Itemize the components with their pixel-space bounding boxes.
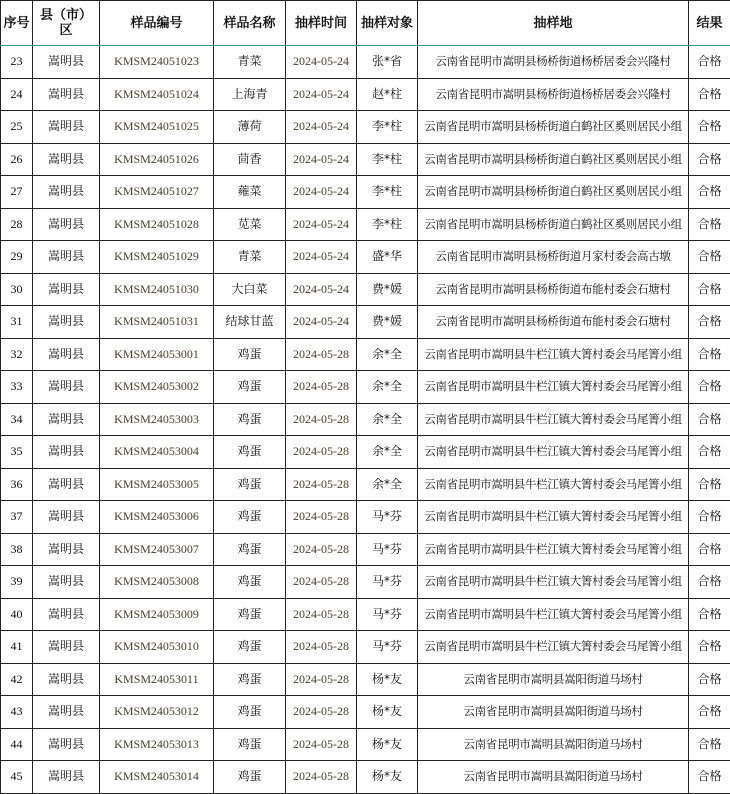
sampling-subject-cell: 余*全: [357, 338, 418, 371]
sample-code-cell: KMSM24053005: [100, 468, 214, 501]
header-sample-name: 样品名称: [214, 1, 286, 46]
table-row: [1, 533, 730, 566]
sampling-location-cell: 云南省昆明市嵩明县杨桥街道布能村委会石塘村: [418, 306, 689, 339]
sampling-date-cell: 2024-05-28: [286, 501, 357, 534]
county-cell: 嵩明县: [33, 533, 100, 566]
table-row: [1, 208, 730, 241]
sampling-subject-cell: 费*媛: [357, 273, 418, 306]
county-cell: 嵩明县: [33, 208, 100, 241]
sampling-date-cell: 2024-05-24: [286, 273, 357, 306]
index-cell: 40: [1, 598, 33, 631]
result-cell: 合格: [689, 208, 730, 241]
sampling-subject-cell: 李*柱: [357, 111, 418, 144]
index-cell: 43: [1, 696, 33, 729]
sampling-location-cell: 云南省昆明市嵩明县杨桥街道月家村委会高古墩: [418, 241, 689, 274]
sample-code-cell: KMSM24051024: [100, 78, 214, 111]
sample-name-cell: 鸡蛋: [214, 403, 286, 436]
result-cell: 合格: [689, 273, 730, 306]
sampling-location-cell: 云南省昆明市嵩明县牛栏江镇大箐村委会马尾箐小组: [418, 533, 689, 566]
sampling-date-cell: 2024-05-28: [286, 728, 357, 761]
sampling-location-cell: 云南省昆明市嵩明县牛栏江镇大箐村委会马尾箐小组: [418, 501, 689, 534]
table-row: [1, 403, 730, 436]
sample-name-cell: 苋菜: [214, 208, 286, 241]
index-cell: 33: [1, 371, 33, 404]
sampling-date-cell: 2024-05-24: [286, 111, 357, 144]
sample-code-cell: KMSM24053012: [100, 696, 214, 729]
index-cell: 27: [1, 176, 33, 209]
table-row: [1, 696, 730, 729]
sample-name-cell: 薄荷: [214, 111, 286, 144]
sample-name-cell: 鸡蛋: [214, 598, 286, 631]
sample-name-cell: 鸡蛋: [214, 631, 286, 664]
result-cell: 合格: [689, 696, 730, 729]
sampling-date-cell: 2024-05-28: [286, 338, 357, 371]
header-sampling-subject: 抽样对象: [357, 1, 418, 46]
sampling-subject-cell: 李*柱: [357, 176, 418, 209]
sample-name-cell: 鸡蛋: [214, 436, 286, 469]
sampling-subject-cell: 余*全: [357, 371, 418, 404]
sample-code-cell: KMSM24053001: [100, 338, 214, 371]
sample-name-cell: 鸡蛋: [214, 338, 286, 371]
index-cell: 37: [1, 501, 33, 534]
sampling-location-cell: 云南省昆明市嵩明县牛栏江镇大箐村委会马尾箐小组: [418, 436, 689, 469]
sampling-date-cell: 2024-05-28: [286, 663, 357, 696]
county-cell: 嵩明县: [33, 566, 100, 599]
sampling-date-cell: 2024-05-24: [286, 143, 357, 176]
header-index: 序号: [1, 1, 33, 46]
sample-code-cell: KMSM24051031: [100, 306, 214, 339]
sampling-subject-cell: 盛*华: [357, 241, 418, 274]
table-row: [1, 501, 730, 534]
index-cell: 24: [1, 78, 33, 111]
index-cell: 28: [1, 208, 33, 241]
sampling-location-cell: 云南省昆明市嵩明县杨桥街道白鹤社区奚则居民小组: [418, 176, 689, 209]
index-cell: 31: [1, 306, 33, 339]
sampling-subject-cell: 马*芬: [357, 501, 418, 534]
county-cell: 嵩明县: [33, 761, 100, 794]
sampling-subject-cell: 赵*柱: [357, 78, 418, 111]
sampling-location-cell: 云南省昆明市嵩明县嵩阳街道马场村: [418, 728, 689, 761]
county-cell: 嵩明县: [33, 46, 100, 79]
result-cell: 合格: [689, 761, 730, 794]
county-cell: 嵩明县: [33, 338, 100, 371]
header-sampling-location: 抽样地: [418, 1, 689, 46]
result-cell: 合格: [689, 468, 730, 501]
sample-name-cell: 鸡蛋: [214, 501, 286, 534]
sampling-subject-cell: 余*全: [357, 468, 418, 501]
table-row: [1, 436, 730, 469]
index-cell: 29: [1, 241, 33, 274]
county-cell: 嵩明县: [33, 598, 100, 631]
table-row: [1, 468, 730, 501]
table-row: [1, 566, 730, 599]
sample-code-cell: KMSM24053011: [100, 663, 214, 696]
sampling-location-cell: 云南省昆明市嵩明县杨桥街道杨桥居委会兴隆村: [418, 78, 689, 111]
sample-name-cell: 鸡蛋: [214, 468, 286, 501]
county-cell: 嵩明县: [33, 468, 100, 501]
sampling-date-cell: 2024-05-28: [286, 631, 357, 664]
sample-code-cell: KMSM24051028: [100, 208, 214, 241]
result-cell: 合格: [689, 338, 730, 371]
sampling-location-cell: 云南省昆明市嵩明县杨桥街道布能村委会石塘村: [418, 273, 689, 306]
index-cell: 45: [1, 761, 33, 794]
sampling-date-cell: 2024-05-28: [286, 403, 357, 436]
sampling-date-cell: 2024-05-24: [286, 46, 357, 79]
sampling-date-cell: 2024-05-28: [286, 696, 357, 729]
sample-code-cell: KMSM24051027: [100, 176, 214, 209]
sample-code-cell: KMSM24053006: [100, 501, 214, 534]
index-cell: 42: [1, 663, 33, 696]
sample-name-cell: 鸡蛋: [214, 566, 286, 599]
result-cell: 合格: [689, 78, 730, 111]
result-cell: 合格: [689, 663, 730, 696]
table-row: [1, 241, 730, 274]
index-cell: 34: [1, 403, 33, 436]
county-cell: 嵩明县: [33, 403, 100, 436]
sampling-subject-cell: 马*芬: [357, 533, 418, 566]
table-row: [1, 631, 730, 664]
sampling-subject-cell: 杨*友: [357, 696, 418, 729]
table-row: [1, 306, 730, 339]
index-cell: 32: [1, 338, 33, 371]
table-row: [1, 338, 730, 371]
sample-code-cell: KMSM24051026: [100, 143, 214, 176]
table-body: [1, 46, 730, 794]
county-cell: 嵩明县: [33, 663, 100, 696]
sampling-date-cell: 2024-05-24: [286, 176, 357, 209]
result-cell: 合格: [689, 46, 730, 79]
county-cell: 嵩明县: [33, 143, 100, 176]
sampling-date-cell: 2024-05-28: [286, 598, 357, 631]
sampling-subject-cell: 余*全: [357, 436, 418, 469]
table-row: [1, 371, 730, 404]
table-row: [1, 761, 730, 794]
county-cell: 嵩明县: [33, 501, 100, 534]
result-cell: 合格: [689, 306, 730, 339]
index-cell: 38: [1, 533, 33, 566]
sampling-subject-cell: 张*省: [357, 46, 418, 79]
sampling-location-cell: 云南省昆明市嵩明县杨桥街道白鹤社区奚则居民小组: [418, 143, 689, 176]
sample-name-cell: 鸡蛋: [214, 371, 286, 404]
result-cell: 合格: [689, 631, 730, 664]
result-cell: 合格: [689, 143, 730, 176]
sampling-location-cell: 云南省昆明市嵩明县杨桥街道白鹤社区奚则居民小组: [418, 111, 689, 144]
result-cell: 合格: [689, 501, 730, 534]
index-cell: 23: [1, 46, 33, 79]
sample-name-cell: 青菜: [214, 46, 286, 79]
result-cell: 合格: [689, 598, 730, 631]
header-sampling-date: 抽样时间: [286, 1, 357, 46]
sampling-date-cell: 2024-05-24: [286, 306, 357, 339]
sample-name-cell: 鸡蛋: [214, 761, 286, 794]
sampling-subject-cell: 马*芬: [357, 598, 418, 631]
index-cell: 41: [1, 631, 33, 664]
sampling-location-cell: 云南省昆明市嵩明县牛栏江镇大箐村委会马尾箐小组: [418, 631, 689, 664]
result-cell: 合格: [689, 111, 730, 144]
sample-name-cell: 青菜: [214, 241, 286, 274]
table-row: [1, 46, 730, 79]
index-cell: 39: [1, 566, 33, 599]
index-cell: 36: [1, 468, 33, 501]
sampling-subject-cell: 余*全: [357, 403, 418, 436]
result-cell: 合格: [689, 241, 730, 274]
table-row: [1, 598, 730, 631]
sampling-location-cell: 云南省昆明市嵩明县牛栏江镇大箐村委会马尾箐小组: [418, 566, 689, 599]
sampling-location-cell: 云南省昆明市嵩明县嵩阳街道马场村: [418, 761, 689, 794]
sampling-location-cell: 云南省昆明市嵩明县嵩阳街道马场村: [418, 663, 689, 696]
sampling-date-cell: 2024-05-24: [286, 241, 357, 274]
sampling-date-cell: 2024-05-24: [286, 78, 357, 111]
sample-code-cell: KMSM24053002: [100, 371, 214, 404]
sample-name-cell: 鸡蛋: [214, 728, 286, 761]
sampling-date-cell: 2024-05-28: [286, 371, 357, 404]
county-cell: 嵩明县: [33, 436, 100, 469]
header-result: 结果: [689, 1, 730, 46]
sampling-location-cell: 云南省昆明市嵩明县牛栏江镇大箐村委会马尾箐小组: [418, 371, 689, 404]
sampling-date-cell: 2024-05-28: [286, 761, 357, 794]
sample-name-cell: 茴香: [214, 143, 286, 176]
sample-name-cell: 结球甘蓝: [214, 306, 286, 339]
sample-name-cell: 上海青: [214, 78, 286, 111]
sampling-location-cell: 云南省昆明市嵩明县嵩阳街道马场村: [418, 696, 689, 729]
sampling-location-cell: 云南省昆明市嵩明县牛栏江镇大箐村委会马尾箐小组: [418, 598, 689, 631]
sampling-date-cell: 2024-05-24: [286, 208, 357, 241]
sample-code-cell: KMSM24051023: [100, 46, 214, 79]
county-cell: 嵩明县: [33, 78, 100, 111]
result-cell: 合格: [689, 728, 730, 761]
sample-code-cell: KMSM24051030: [100, 273, 214, 306]
sample-name-cell: 大白菜: [214, 273, 286, 306]
sampling-subject-cell: 杨*友: [357, 761, 418, 794]
result-cell: 合格: [689, 566, 730, 599]
sampling-location-cell: 云南省昆明市嵩明县牛栏江镇大箐村委会马尾箐小组: [418, 338, 689, 371]
sample-code-cell: KMSM24051029: [100, 241, 214, 274]
sample-code-cell: KMSM24051025: [100, 111, 214, 144]
sample-code-cell: KMSM24053007: [100, 533, 214, 566]
index-cell: 44: [1, 728, 33, 761]
header-row: [1, 1, 730, 46]
sample-name-cell: 鸡蛋: [214, 663, 286, 696]
sample-name-cell: 蕹菜: [214, 176, 286, 209]
index-cell: 30: [1, 273, 33, 306]
sample-code-cell: KMSM24053014: [100, 761, 214, 794]
sampling-subject-cell: 李*柱: [357, 143, 418, 176]
table-row: [1, 663, 730, 696]
table-row: [1, 176, 730, 209]
index-cell: 25: [1, 111, 33, 144]
table-row: [1, 143, 730, 176]
sample-name-cell: 鸡蛋: [214, 533, 286, 566]
result-cell: 合格: [689, 533, 730, 566]
sampling-location-cell: 云南省昆明市嵩明县牛栏江镇大箐村委会马尾箐小组: [418, 403, 689, 436]
sampling-date-cell: 2024-05-28: [286, 468, 357, 501]
sample-name-cell: 鸡蛋: [214, 696, 286, 729]
table-row: [1, 78, 730, 111]
result-cell: 合格: [689, 403, 730, 436]
sampling-location-cell: 云南省昆明市嵩明县杨桥街道白鹤社区奚则居民小组: [418, 208, 689, 241]
index-cell: 35: [1, 436, 33, 469]
sampling-subject-cell: 费*媛: [357, 306, 418, 339]
sample-code-cell: KMSM24053008: [100, 566, 214, 599]
sampling-subject-cell: 李*柱: [357, 208, 418, 241]
sample-code-cell: KMSM24053009: [100, 598, 214, 631]
sample-code-cell: KMSM24053004: [100, 436, 214, 469]
county-cell: 嵩明县: [33, 371, 100, 404]
sampling-subject-cell: 马*芬: [357, 566, 418, 599]
county-cell: 嵩明县: [33, 176, 100, 209]
county-cell: 嵩明县: [33, 728, 100, 761]
sampling-date-cell: 2024-05-28: [286, 436, 357, 469]
header-sample-code: 样品编号: [100, 1, 214, 46]
table-row: [1, 728, 730, 761]
result-cell: 合格: [689, 371, 730, 404]
county-cell: 嵩明县: [33, 306, 100, 339]
sampling-location-cell: 云南省昆明市嵩明县牛栏江镇大箐村委会马尾箐小组: [418, 468, 689, 501]
sampling-subject-cell: 杨*友: [357, 728, 418, 761]
county-cell: 嵩明县: [33, 111, 100, 144]
sample-code-cell: KMSM24053010: [100, 631, 214, 664]
table-row: [1, 111, 730, 144]
county-cell: 嵩明县: [33, 696, 100, 729]
sampling-location-cell: 云南省昆明市嵩明县杨桥街道杨桥居委会兴隆村: [418, 46, 689, 79]
sample-code-cell: KMSM24053003: [100, 403, 214, 436]
sampling-subject-cell: 杨*友: [357, 663, 418, 696]
sampling-subject-cell: 马*芬: [357, 631, 418, 664]
sample-code-cell: KMSM24053013: [100, 728, 214, 761]
sampling-date-cell: 2024-05-28: [286, 533, 357, 566]
table-row: [1, 273, 730, 306]
result-cell: 合格: [689, 436, 730, 469]
header-county: 县（市）区: [33, 1, 100, 46]
county-cell: 嵩明县: [33, 273, 100, 306]
county-cell: 嵩明县: [33, 241, 100, 274]
county-cell: 嵩明县: [33, 631, 100, 664]
sampling-date-cell: 2024-05-28: [286, 566, 357, 599]
index-cell: 26: [1, 143, 33, 176]
result-cell: 合格: [689, 176, 730, 209]
